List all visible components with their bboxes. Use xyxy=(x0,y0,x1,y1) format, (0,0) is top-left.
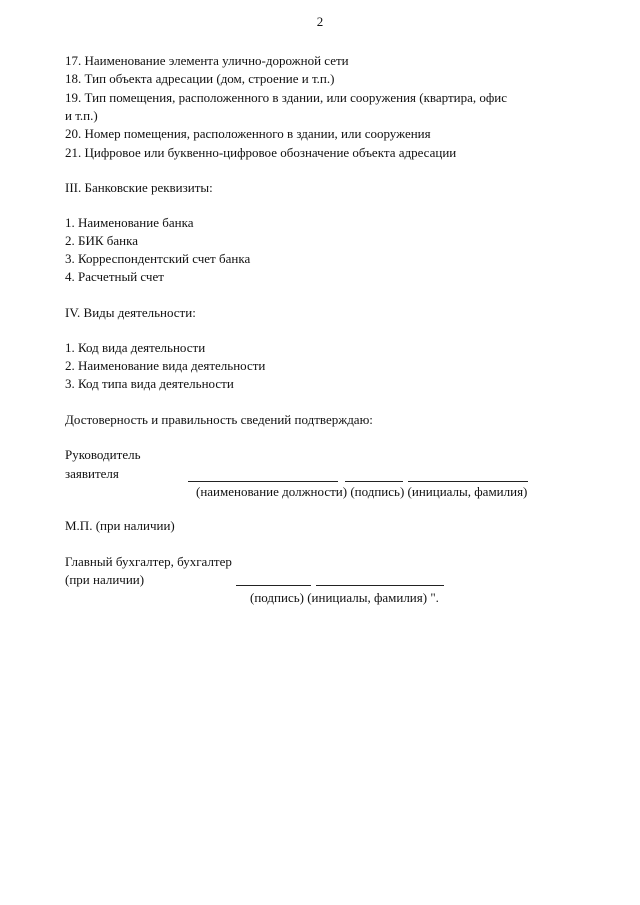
head-signature-line xyxy=(345,481,403,482)
address-item-17: 17. Наименование элемента улично-дорожной сети xyxy=(65,53,349,68)
activity-section-heading: IV. Виды деятельности: xyxy=(65,305,196,320)
bank-section-heading: III. Банковские реквизиты: xyxy=(65,180,213,195)
page-number: 2 xyxy=(316,14,324,29)
activity-item-2: 2. Наименование вида деятельности xyxy=(65,358,266,373)
address-item-19-continuation: и т.п.) xyxy=(65,108,98,123)
confirmation-statement: Достоверность и правильность сведений подтверждаю: xyxy=(65,412,373,427)
stamp-note: М.П. (при наличии) xyxy=(65,518,175,533)
address-item-21: 21. Цифровое или буквенно-цифровое обозначение объекта адресации xyxy=(65,145,457,160)
address-item-20: 20. Номер помещения, расположенного в здании, или сооружения xyxy=(65,126,431,141)
address-item-19: 19. Тип помещения, расположенного в здании, или сооружения (квартира, офис xyxy=(65,90,508,105)
head-signature-caption: (наименование должности) (подпись) (инициалы, фамилия) xyxy=(196,484,528,499)
accountant-name-line xyxy=(316,585,444,586)
activity-item-1: 1. Код вида деятельности xyxy=(65,340,206,355)
bank-item-4: 4. Расчетный счет xyxy=(65,269,164,284)
head-position-line xyxy=(188,481,338,482)
head-name-line xyxy=(408,481,528,482)
accountant-signature-caption: (подпись) (инициалы, фамилия) ". xyxy=(250,590,439,605)
head-label-line1: Руководитель xyxy=(65,447,141,462)
bank-item-3: 3. Корреспондентский счет банка xyxy=(65,251,251,266)
accountant-signature-line xyxy=(236,585,311,586)
address-item-18: 18. Тип объекта адресации (дом, строение и т.п.) xyxy=(65,71,335,86)
bank-item-2: 2. БИК банка xyxy=(65,233,139,248)
bank-item-1: 1. Наименование банка xyxy=(65,215,194,230)
head-label-line2: заявителя xyxy=(65,466,119,481)
activity-item-3: 3. Код типа вида деятельности xyxy=(65,376,234,391)
accountant-label-line1: Главный бухгалтер, бухгалтер xyxy=(65,554,232,569)
accountant-label-line2: (при наличии) xyxy=(65,572,145,587)
